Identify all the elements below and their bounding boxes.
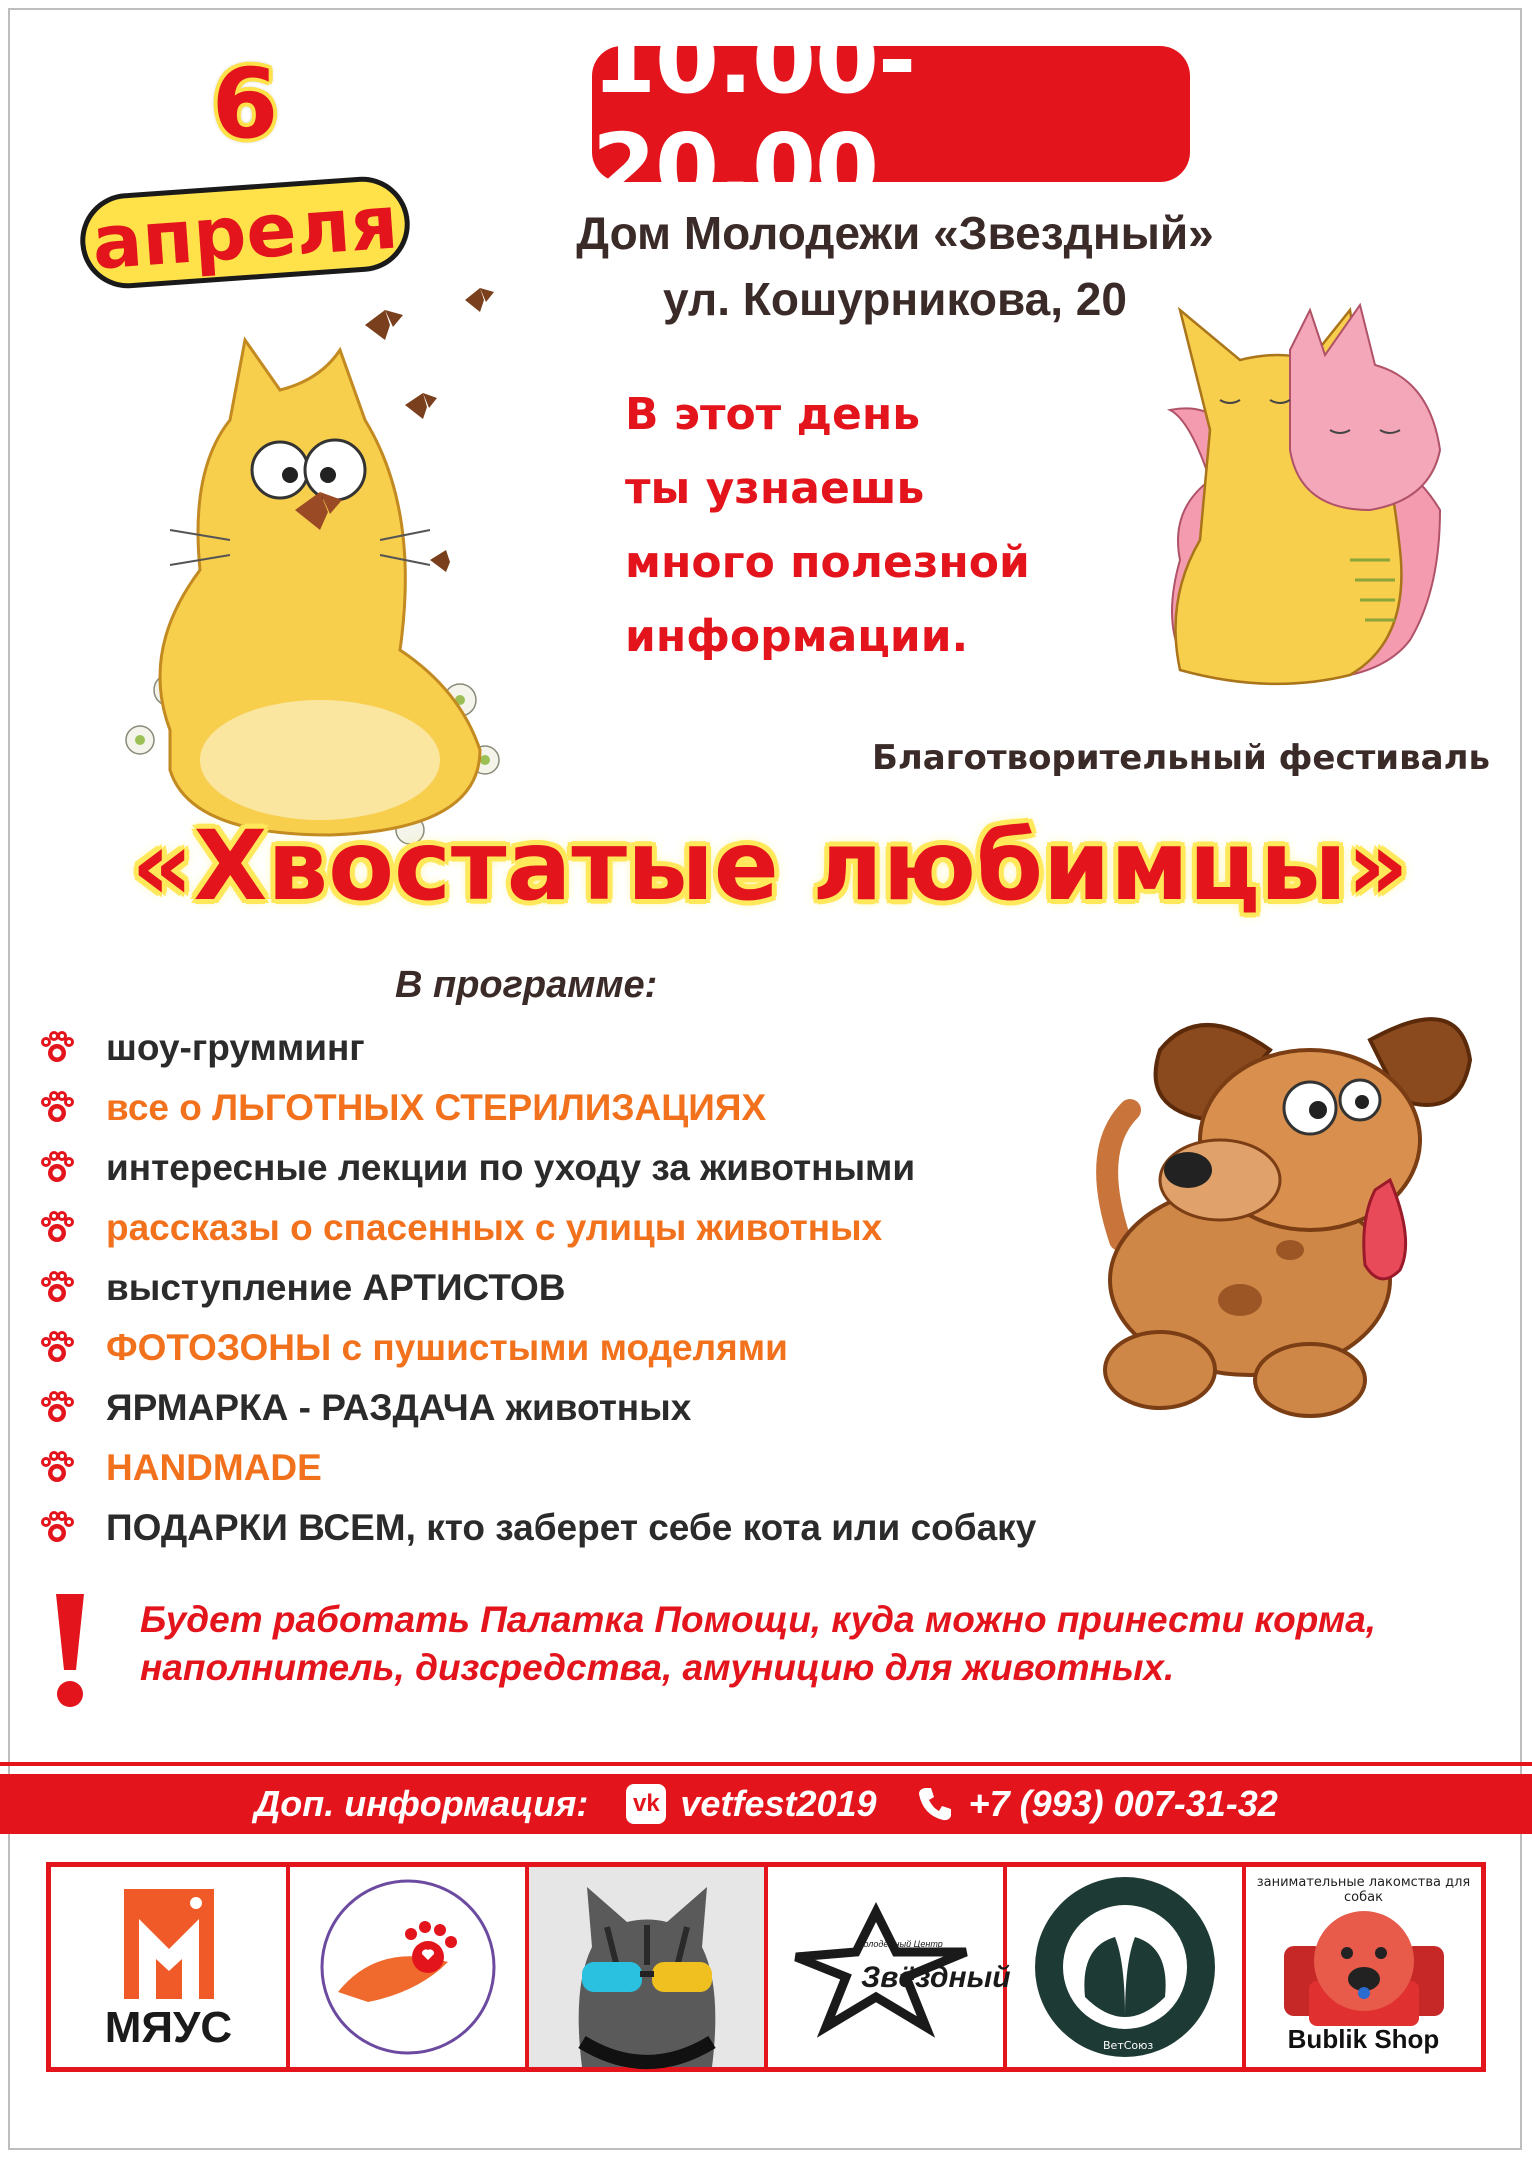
logo-bublik	[1246, 1867, 1481, 2067]
dog-illustration	[1060, 990, 1500, 1430]
tagline-line: В этот день	[625, 389, 921, 440]
logo-lapa	[290, 1867, 529, 2067]
zvezdny-star-icon	[786, 1902, 1011, 2032]
program-item-text: ФОТОЗОНЫ с пушистыми моделями	[106, 1327, 788, 1368]
event-time: 10.00-20.00	[592, 46, 1190, 182]
exclamation-icon	[50, 1590, 90, 1710]
program-item-text: ЯРМАРКА - РАЗДАЧА животных	[106, 1387, 692, 1428]
venue-name: Дом Молодежи «Звездный»	[576, 207, 1214, 259]
program-item-text: шоу-грумминг	[106, 1027, 365, 1068]
contacts-label: Доп. информация:	[254, 1783, 589, 1824]
tagline-line: ты узнаешь	[625, 463, 925, 514]
program-item-text: HANDMADE	[106, 1447, 322, 1488]
festival-subtitle: Благотворительный фестиваль	[871, 738, 1490, 778]
cats-couple-illustration	[1150, 300, 1470, 700]
paw-icon	[40, 1511, 74, 1545]
program-item-text: интересные лекции по уходу за животными	[106, 1147, 916, 1188]
tagline	[625, 378, 1085, 674]
paw-icon	[40, 1331, 74, 1365]
paw-icon	[40, 1091, 74, 1125]
lapa-logo-icon	[308, 1872, 508, 2062]
myaus-name: МЯУС	[104, 2003, 233, 2052]
tagline-line: информации.	[625, 611, 969, 662]
band-divider	[0, 1762, 1532, 1766]
phone-icon	[915, 1784, 955, 1824]
paw-icon	[40, 1211, 74, 1245]
zvezdny-small-text: Молодёжный Центр	[855, 1939, 943, 1949]
logo-vetsoyuz	[1007, 1867, 1246, 2067]
venue-address: ул. Кошурникова, 20	[663, 273, 1127, 325]
bublik-dog-icon	[1279, 1901, 1449, 2031]
program-item-text: выступление АРТИСТОВ	[106, 1267, 566, 1308]
myaus-logo-icon	[124, 1889, 214, 1999]
program-item	[40, 1138, 1036, 1198]
program-item-text: все о ЛЬГОТНЫХ СТЕРИЛИЗАЦИЯХ	[106, 1087, 767, 1128]
paw-icon	[40, 1031, 74, 1065]
phone-number[interactable]: +7 (993) 007-31-32	[968, 1783, 1278, 1824]
sponsor-logos	[46, 1862, 1486, 2072]
program-item-text: ПОДАРКИ ВСЕМ, кто заберет себе кота или собаку	[106, 1507, 1037, 1548]
date-month: апреля	[77, 174, 413, 292]
logo-zvezdny	[768, 1867, 1011, 2067]
paw-icon	[40, 1451, 74, 1485]
paw-icon	[40, 1271, 74, 1305]
zvezdny-name: Звёздный	[860, 1961, 1011, 1994]
vetsoyuz-name: ВетСоюз	[1102, 2039, 1153, 2052]
date-day: 6	[211, 48, 279, 160]
notice-text: Будет работать Палатка Помощи, куда можно принести корма, наполнитель, дизсредства, амуницию для животных.	[140, 1599, 1377, 1688]
vetsoyuz-logo-icon	[1025, 1867, 1225, 2067]
vk-icon: vk	[626, 1784, 666, 1824]
program-item	[40, 1258, 1036, 1318]
cat-dj-icon	[552, 1867, 742, 2067]
bublik-tagline: занимательные лакомства для собак	[1256, 1875, 1471, 1905]
logo-myaus	[51, 1867, 290, 2067]
bublik-name: Bublik Shop	[1287, 2024, 1440, 2054]
program-item	[40, 1078, 1036, 1138]
logo-cat-dj	[529, 1867, 768, 2067]
paw-icon	[40, 1391, 74, 1425]
program-item	[40, 1438, 1036, 1498]
vk-link[interactable]: vetfest2019	[680, 1783, 877, 1824]
program-title: В программе:	[395, 964, 658, 1006]
festival-title: «Хвостатые любимцы»	[131, 810, 1409, 922]
contacts-band	[0, 1774, 1532, 1834]
program-item	[40, 1318, 1036, 1378]
tagline-line: много полезной	[625, 537, 1030, 588]
program-list	[40, 1018, 1036, 1558]
program-item	[40, 1198, 1036, 1258]
program-item	[40, 1018, 1036, 1078]
program-item	[40, 1378, 1036, 1438]
program-item-text: рассказы о спасенных с улицы животных	[106, 1207, 883, 1248]
program-item	[40, 1498, 1036, 1558]
yellow-cat-illustration	[80, 270, 560, 850]
paw-icon	[40, 1151, 74, 1185]
